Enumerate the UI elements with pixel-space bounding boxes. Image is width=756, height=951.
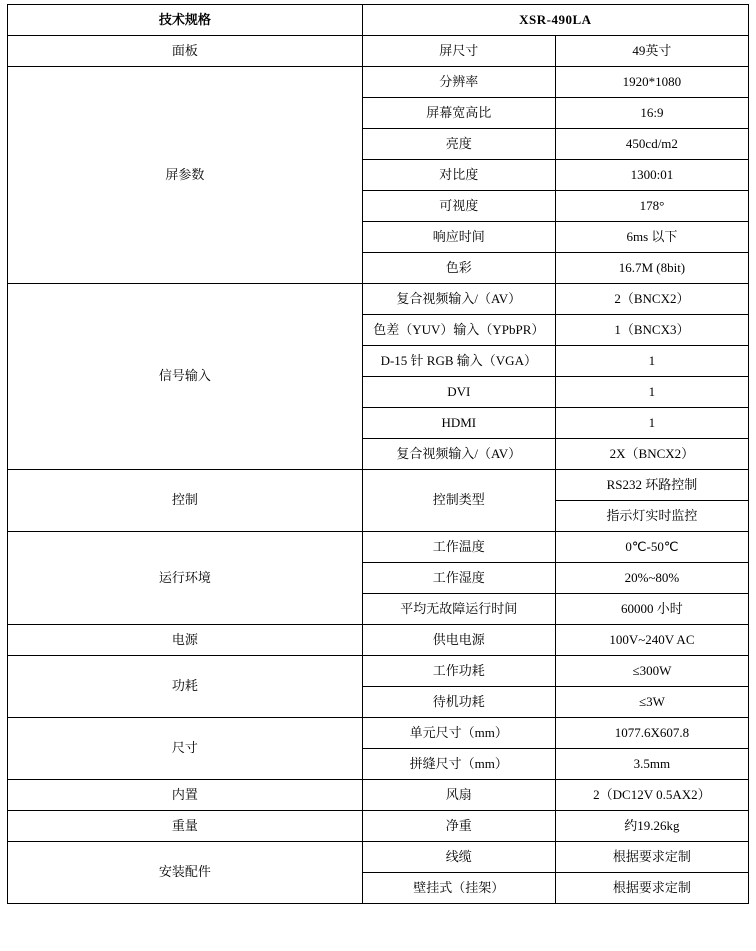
row-value-cell: 1 xyxy=(555,346,748,377)
row-item-cell: 可视度 xyxy=(362,191,555,222)
row-item-cell: DVI xyxy=(362,377,555,408)
row-value-cell: 3.5mm xyxy=(555,749,748,780)
row-value-cell: 1 xyxy=(555,377,748,408)
table-row xyxy=(8,284,749,315)
row-item-cell: 供电电源 xyxy=(362,625,555,656)
row-item-cell: 线缆 xyxy=(362,842,555,873)
row-value-cell: 2X（BNCX2） xyxy=(555,439,748,470)
row-item-cell: 色彩 xyxy=(362,253,555,284)
row-item-cell: 亮度 xyxy=(362,129,555,160)
row-value-cell: 根据要求定制 xyxy=(555,873,748,904)
row-value-cell: 20%~80% xyxy=(555,563,748,594)
table-row xyxy=(8,718,749,749)
row-value-cell: 2（DC12V 0.5AX2） xyxy=(555,780,748,811)
row-value-cell: 0℃-50℃ xyxy=(555,532,748,563)
table-row xyxy=(8,36,749,67)
row-value-cell: 1 xyxy=(555,408,748,439)
row-category-cell: 功耗 xyxy=(8,656,363,718)
row-value-cell: 16:9 xyxy=(555,98,748,129)
row-category-cell: 内置 xyxy=(8,780,363,811)
row-category-cell: 安装配件 xyxy=(8,842,363,904)
row-item-cell: D-15 针 RGB 输入（VGA） xyxy=(362,346,555,377)
row-value-cell: 100V~240V AC xyxy=(555,625,748,656)
row-item-cell: 对比度 xyxy=(362,160,555,191)
row-item-cell: 响应时间 xyxy=(362,222,555,253)
row-item-cell: 复合视频输入/（AV） xyxy=(362,439,555,470)
specification-table xyxy=(7,4,749,904)
row-value-cell: 2（BNCX2） xyxy=(555,284,748,315)
row-value-cell: RS232 环路控制 xyxy=(555,470,748,501)
table-row xyxy=(8,532,749,563)
row-category-cell: 信号输入 xyxy=(8,284,363,470)
row-category-cell: 控制 xyxy=(8,470,363,532)
row-item-cell: 风扇 xyxy=(362,780,555,811)
table-row xyxy=(8,625,749,656)
row-item-cell: 待机功耗 xyxy=(362,687,555,718)
row-value-cell: 49英寸 xyxy=(555,36,748,67)
row-item-cell: 平均无故障运行时间 xyxy=(362,594,555,625)
row-item-cell: 壁挂式（挂架） xyxy=(362,873,555,904)
row-value-cell: 450cd/m2 xyxy=(555,129,748,160)
row-item-cell: 工作湿度 xyxy=(362,563,555,594)
row-value-cell: 1920*1080 xyxy=(555,67,748,98)
row-value-cell: 16.7M (8bit) xyxy=(555,253,748,284)
row-value-cell: 1300:01 xyxy=(555,160,748,191)
row-category-cell: 重量 xyxy=(8,811,363,842)
table-row xyxy=(8,470,749,501)
row-category-cell: 尺寸 xyxy=(8,718,363,780)
row-item-cell: 工作功耗 xyxy=(362,656,555,687)
row-item-cell: 屏尺寸 xyxy=(362,36,555,67)
row-value-cell: 1（BNCX3） xyxy=(555,315,748,346)
row-category-cell: 运行环境 xyxy=(8,532,363,625)
row-value-cell: 根据要求定制 xyxy=(555,842,748,873)
row-value-cell: 1077.6X607.8 xyxy=(555,718,748,749)
row-value-cell: 178° xyxy=(555,191,748,222)
row-category-cell: 屏参数 xyxy=(8,67,363,284)
table-row xyxy=(8,656,749,687)
row-item-cell: 单元尺寸（mm） xyxy=(362,718,555,749)
row-item-cell: 屏幕宽高比 xyxy=(362,98,555,129)
row-item-cell: HDMI xyxy=(362,408,555,439)
table-row xyxy=(8,67,749,98)
table-header-row xyxy=(8,5,749,36)
header-category-cell: 技术规格 xyxy=(8,5,363,36)
row-item-cell: 拼缝尺寸（mm） xyxy=(362,749,555,780)
table-row xyxy=(8,842,749,873)
row-item-cell: 分辨率 xyxy=(362,67,555,98)
table-body xyxy=(8,5,749,904)
row-category-cell: 电源 xyxy=(8,625,363,656)
row-item-cell: 工作温度 xyxy=(362,532,555,563)
row-value-cell: 指示灯实时监控 xyxy=(555,501,748,532)
row-value-cell: ≤300W xyxy=(555,656,748,687)
row-value-cell: 约19.26kg xyxy=(555,811,748,842)
row-value-cell: ≤3W xyxy=(555,687,748,718)
row-value-cell: 60000 小时 xyxy=(555,594,748,625)
row-item-cell: 净重 xyxy=(362,811,555,842)
row-item-cell: 色差（YUV）输入（YPbPR） xyxy=(362,315,555,346)
row-value-cell: 6ms 以下 xyxy=(555,222,748,253)
table-row xyxy=(8,780,749,811)
row-item-cell: 控制类型 xyxy=(362,470,555,532)
row-item-cell: 复合视频输入/（AV） xyxy=(362,284,555,315)
table-row xyxy=(8,811,749,842)
header-model-cell: XSR-490LA xyxy=(362,5,748,36)
row-category-cell: 面板 xyxy=(8,36,363,67)
